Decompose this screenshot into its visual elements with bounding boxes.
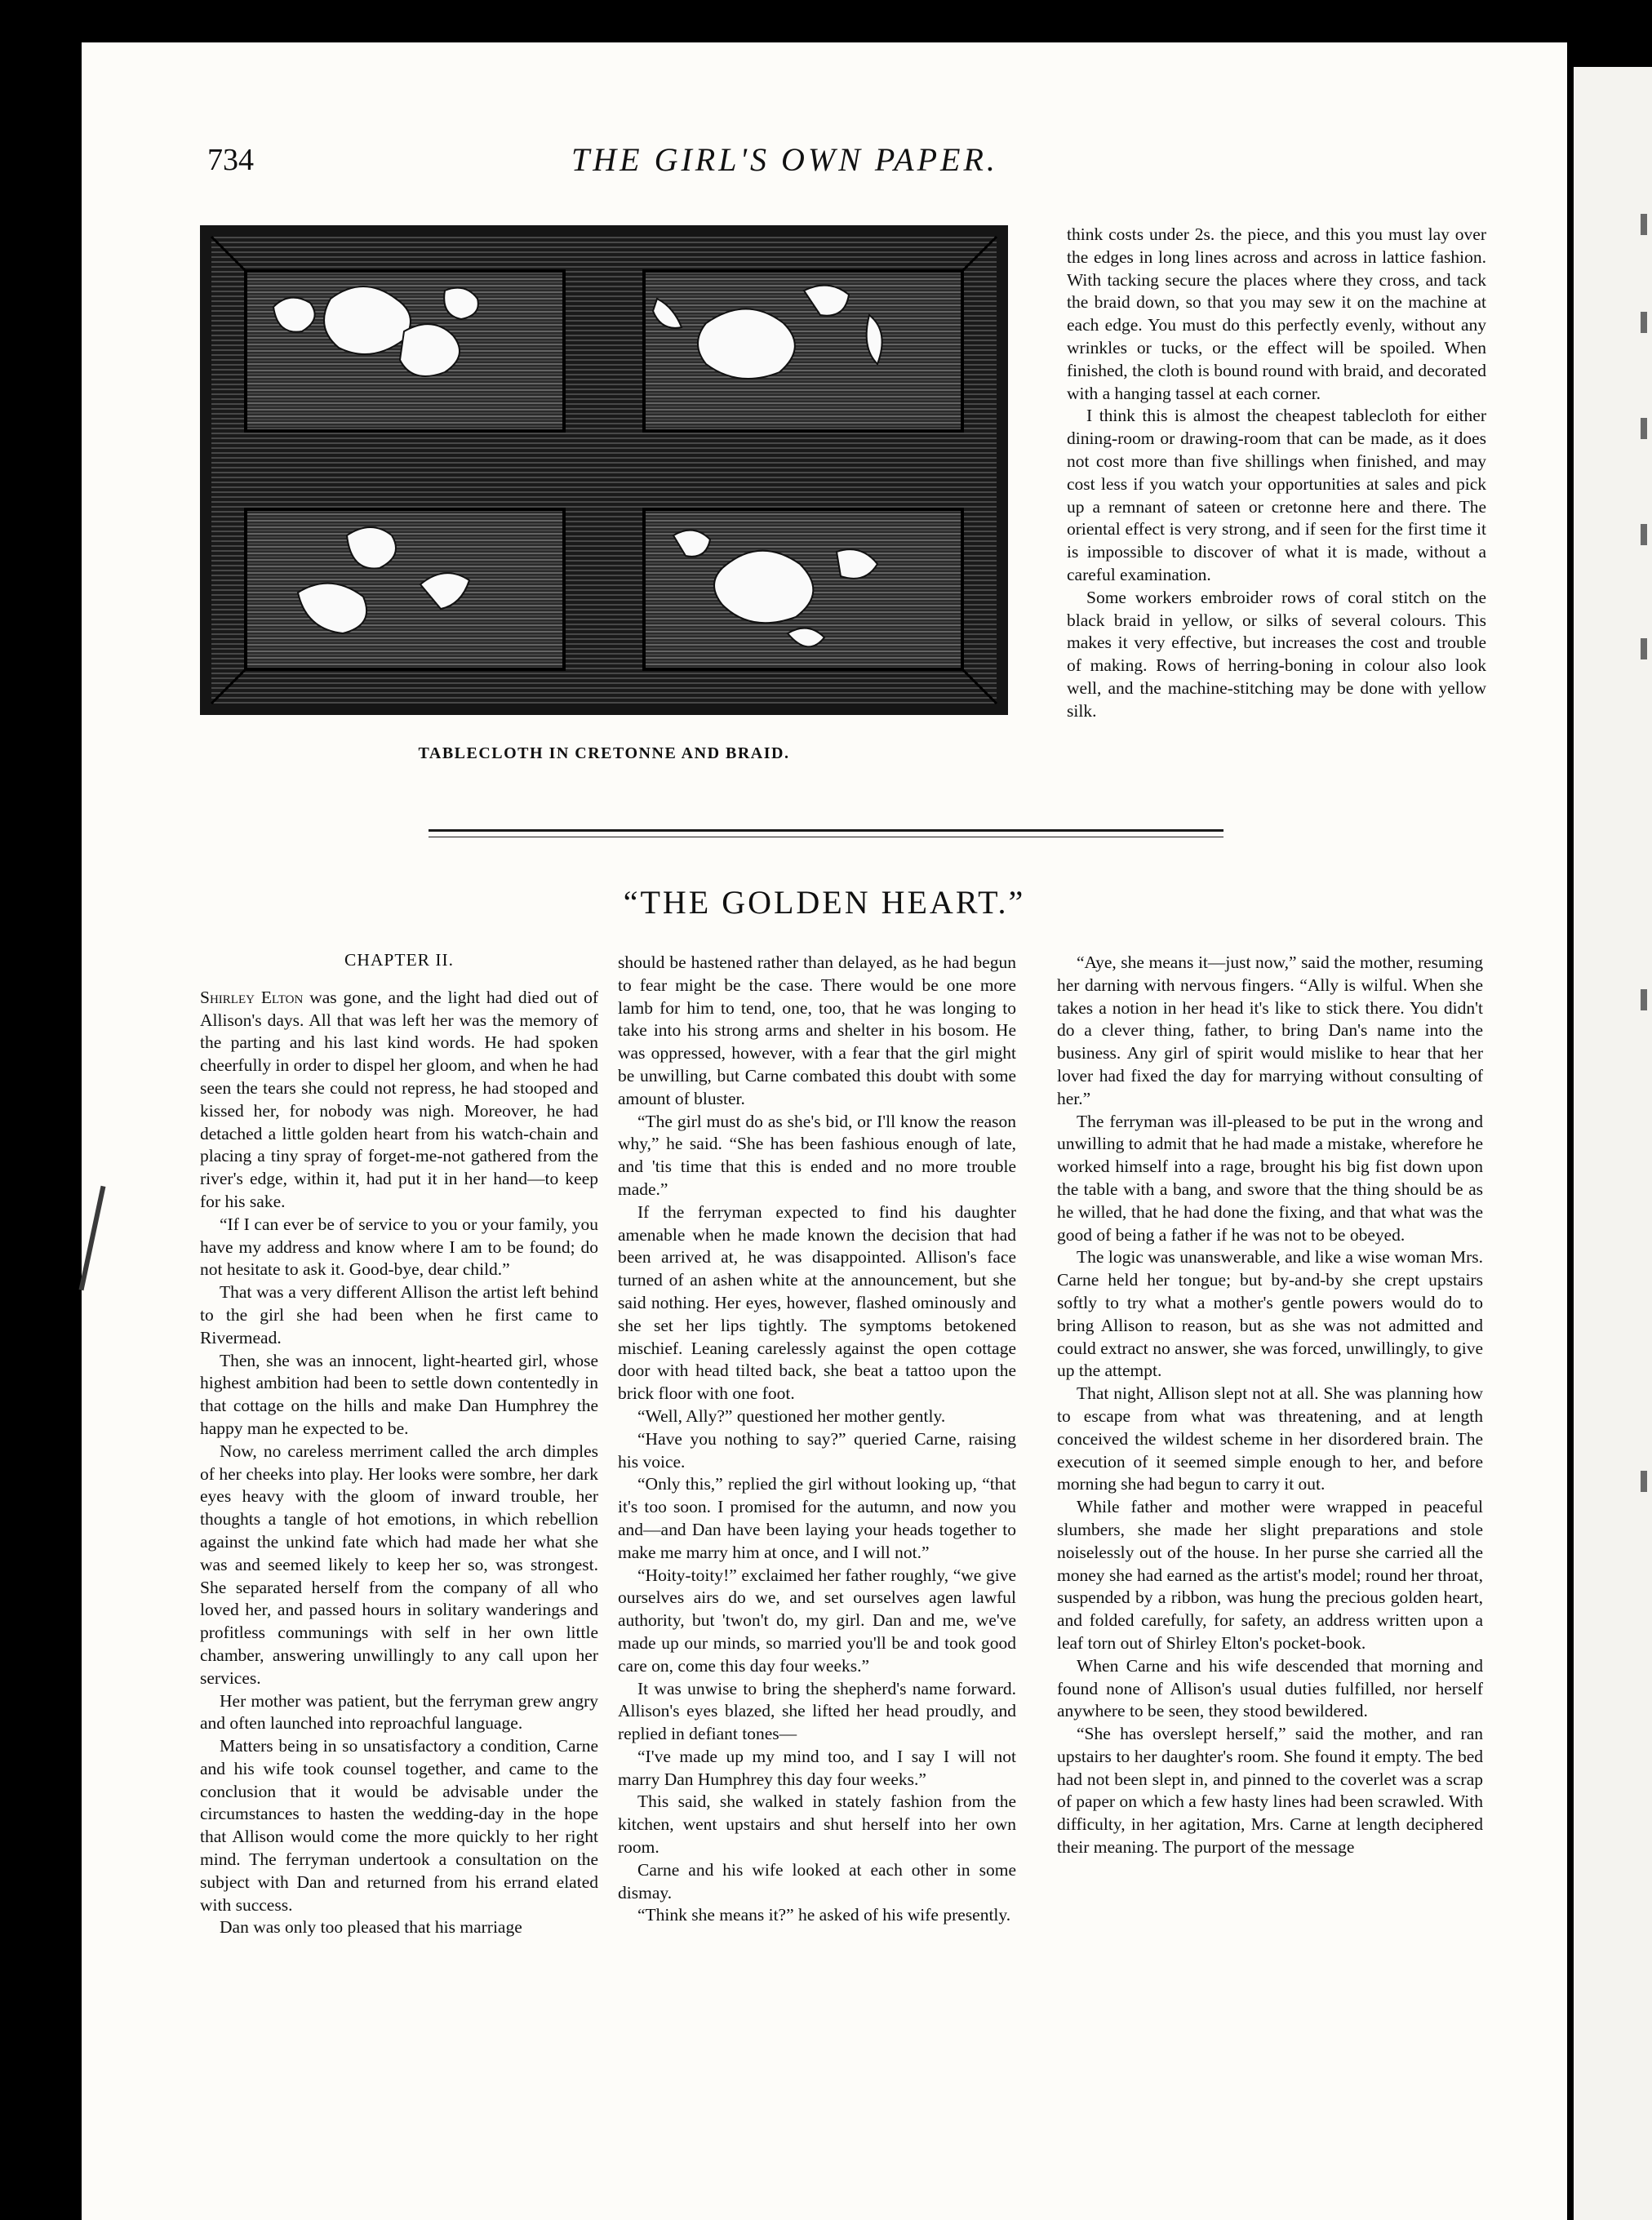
paragraph: “If I can ever be of service to you or your family, you have my address and know where I am to be found; do not hesitate to ask it. Good-bye, dear child.” <box>200 1214 598 1280</box>
paragraph: Dan was only too pleased that his marriage <box>220 1917 522 1938</box>
story-column-3 <box>1057 952 1483 1859</box>
story-title: “THE GOLDEN HEART.” <box>623 884 1026 921</box>
paragraph: The logic was unanswerable, and like a wise woman Mrs. Carne held her tongue; but by-and-by she crept upstairs softly to try what a mother's gentle powers would do to bring Allison to reason, but as she was not admitted and could extract no answer, she was forced, unwillingly, to give up the attempt. <box>1057 1247 1483 1381</box>
paragraph: “The girl must do as she's bid, or I'll know the reason why,” he said. “She has been fashious enough of late, and 'tis time that this is ended and no more trouble made.” <box>618 1111 1016 1199</box>
edge-text-fragment <box>1641 638 1647 659</box>
paragraph: “She has overslept herself,” said the mother, and ran upstairs to her daughter's room. She found it empty. The bed had not been slept in, and pinned to the coverlet was a scrap of paper on which a few hasty lines had been scrawled. With difficulty, in her agitation, Mrs. Carne at length deciphered their meaning. The purport of the message <box>1057 1724 1483 1858</box>
paragraph: That was a very different Allison the artist left behind to the girl she had been when he first came to Rivermead. <box>200 1282 598 1348</box>
page-number: 734 <box>207 143 254 177</box>
paragraph: think costs under 2s. the piece, and this you must lay over the edges in long lines across and across in lattice fashion. With tacking secure the places where they cross, and tack the braid down, so that you may sew it on the machine at each edge. You must do this perfectly evenly, without any wrinkles or tucks, or the effect will be spoiled. When finished, the cloth is bound round with braid, and decorated with a hanging tassel at each corner. <box>1067 224 1486 403</box>
paragraph: I think this is almost the cheapest tablecloth for either dining-room or drawing-room that can be made, as it does not cost more than five shillings when finished, and may cost less if you watch your opportunities at sales and pick up a remnant of sateen or cretonne here and there. The oriental effect is very strong, and if seen for the first time it is impossible to discover of what it is made, without a careful examination. <box>1067 406 1486 584</box>
paragraph: This said, she walked in stately fashion from the kitchen, went upstairs and shut herself into her own room. <box>618 1792 1016 1858</box>
section-divider <box>429 829 1223 832</box>
tablecloth-engraving <box>200 225 1008 715</box>
adjacent-page-edge <box>1574 67 1652 2220</box>
edge-text-fragment <box>1641 989 1647 1010</box>
paragraph: While father and mother were wrapped in peaceful slumbers, she made her slight preparations and stole noiselessly out of the house. In her purse she carried all the money she had earned as the artist's model; round her throat, suspended by a ribbon, was hung the precious golden heart, and folded carefully, for safety, an address written upon a leaf torn out of Shirley Elton's pocket-book. <box>1057 1497 1483 1653</box>
edge-text-fragment <box>1641 1471 1647 1492</box>
paragraph: “I've made up my mind too, and I say I will not marry Dan Humphrey this day four weeks.” <box>618 1746 1016 1789</box>
paragraph-text: was gone, and the light had died out of Allison's days. All that was left her was the memory of the parting and his last kind words. He had spoken cheerfully in order to dispel her gloom, and when he had seen the tears she could not repress, he had stooped and kissed her, for nobody was nigh. Moreover, he had detached a little golden heart from his watch-chain and placing a tiny spray of forget-me-not gathered from the river's edge, within it, had put it in her hand—to keep for his sake. <box>200 987 598 1211</box>
paragraph: Matters being in so unsatisfactory a condition, Carne and his wife took counsel together, and came to the conclusion that it would be advisable under the circumstances to hasten the wedding-day in the hope that Allison would come the more quickly to her right mind. The ferryman undertook a consultation on the subject with Dan and returned from his errand elated with success. <box>200 1736 598 1915</box>
paragraph: Her mother was patient, but the ferryman grew angry and often launched into reproachful language. <box>200 1690 598 1734</box>
story-column-1 <box>200 949 598 1939</box>
paragraph: should be hastened rather than delayed, as he had begun to fear might be the case. There would be one more lamb for him to tend, one, too, that he was longing to take into his strong arms and shelter in his bosom. He was oppressed, however, with a fear that the girl might be unwilling, but Carne combated this doubt with some amount of bluster. <box>618 952 1016 1108</box>
paragraph: “Aye, she means it—just now,” said the mother, resuming her darning with nervous fingers. “Ally is wilful. When she takes a notion in her head it's like to stick there. You didn't do a clever thing, father, to bring Dan's name into the business. Any girl of spirit would mislike to hear that her lover had fixed the day for marrying without consulting of her.” <box>1057 952 1483 1108</box>
paragraph: Now, no careless merriment called the arch dimples of her cheeks into play. Her looks were sombre, her dark eyes heavy with the gloom of inward trouble, her thoughts a tangle of hot emotions, in which rebellion against the unkind fate which had made her what she was and seemed likely to keep her so, was strongest. She separated herself from the company of all who loved her, and passed hours in solitary wanderings and profitless communings with self in her own little chamber, answering unwillingly to any call upon her services. <box>200 1441 598 1688</box>
paragraph: If the ferryman expected to find his daughter amenable when he made known the decision that had been arrived at, he was disappointed. Allison's face turned of an ashen white at the announcement, but she said nothing. Her eyes, however, flashed ominously and she set her lips tightly. The symptoms betokened mischief. Leaning carelessly against the open cottage door with head tilted back, she beat a tattoo upon the brick floor with one foot. <box>618 1201 1016 1404</box>
paragraph: Some workers embroider rows of coral stitch on the black braid in yellow, or silks of several colours. This makes it very effective, but increases the cost and trouble of making. Rows of herring-boning in colour also look well, and the machine-stitching may be done with yellow silk. <box>1067 587 1486 721</box>
paragraph <box>200 987 598 1214</box>
paragraph: “Only this,” replied the girl without looking up, “that it's too soon. I promised for the autumn, and now you and—and Dan have been laying your heads together to make me marry him at once, and I will not.” <box>618 1474 1016 1562</box>
paragraph: The ferryman was ill-pleased to be put in the wrong and unwilling to admit that he had made a mistake, wherefore he worked himself into a rage, brought his big fist down upon the table with a bang, and swore that the thing should be as he willed, that he had done the fixing, and that what was the good of being a father if he was not to be obeyed. <box>1057 1111 1483 1245</box>
chapter-heading: CHAPTER II. <box>344 950 455 970</box>
paragraph: Carne and his wife looked at each other in some dismay. <box>618 1859 1016 1903</box>
binding-mark <box>79 1186 106 1290</box>
paragraph: “Have you nothing to say?” queried Carne, raising his voice. <box>618 1428 1016 1472</box>
paragraph: That night, Allison slept not at all. She was planning how to escape from what was threatening, and at length conceived the wildest scheme in her disordered brain. The execution of it seemed simple enough to her, and before morning she had begun to carry it out. <box>1057 1383 1483 1494</box>
edge-text-fragment <box>1641 418 1647 439</box>
running-title: THE GIRL'S OWN PAPER. <box>571 141 998 178</box>
paragraph: “Hoity-toity!” exclaimed her father roughly, “we give ourselves airs do we, and set ourselves agen lawful authority, but 'twon't do, my girl. Dan and me, we've made up our minds, so married you'll be and took good care on, come this day four weeks.” <box>618 1565 1016 1676</box>
edge-text-fragment <box>1641 312 1647 333</box>
side-column-text <box>1067 224 1486 723</box>
edge-text-fragment <box>1641 214 1647 235</box>
paragraph: “Well, Ally?” questioned her mother gently. <box>637 1405 946 1426</box>
paragraph: “Think she means it?” he asked of his wife presently. <box>637 1905 1011 1925</box>
figure-caption: TABLECLOTH IN CRETONNE AND BRAID. <box>418 744 790 762</box>
paragraph: Then, she was an innocent, light-hearted girl, whose highest ambition had been to settle down contentedly in that cottage on the hills and make Dan Humphrey the happy man he expected to be. <box>200 1350 598 1438</box>
tablecloth-illustration <box>200 225 1008 715</box>
story-column-2 <box>618 952 1016 1927</box>
paragraph: When Carne and his wife descended that morning and found none of Allison's usual duties fulfilled, nor herself anywhere to be seen, they stood bewildered. <box>1057 1655 1483 1721</box>
paragraph: It was unwise to bring the shepherd's name forward. Allison's eyes blazed, she lifted her head proudly, and replied in defiant tones— <box>618 1678 1016 1744</box>
edge-text-fragment <box>1641 524 1647 545</box>
opening-name: Shirley Elton <box>200 987 304 1007</box>
